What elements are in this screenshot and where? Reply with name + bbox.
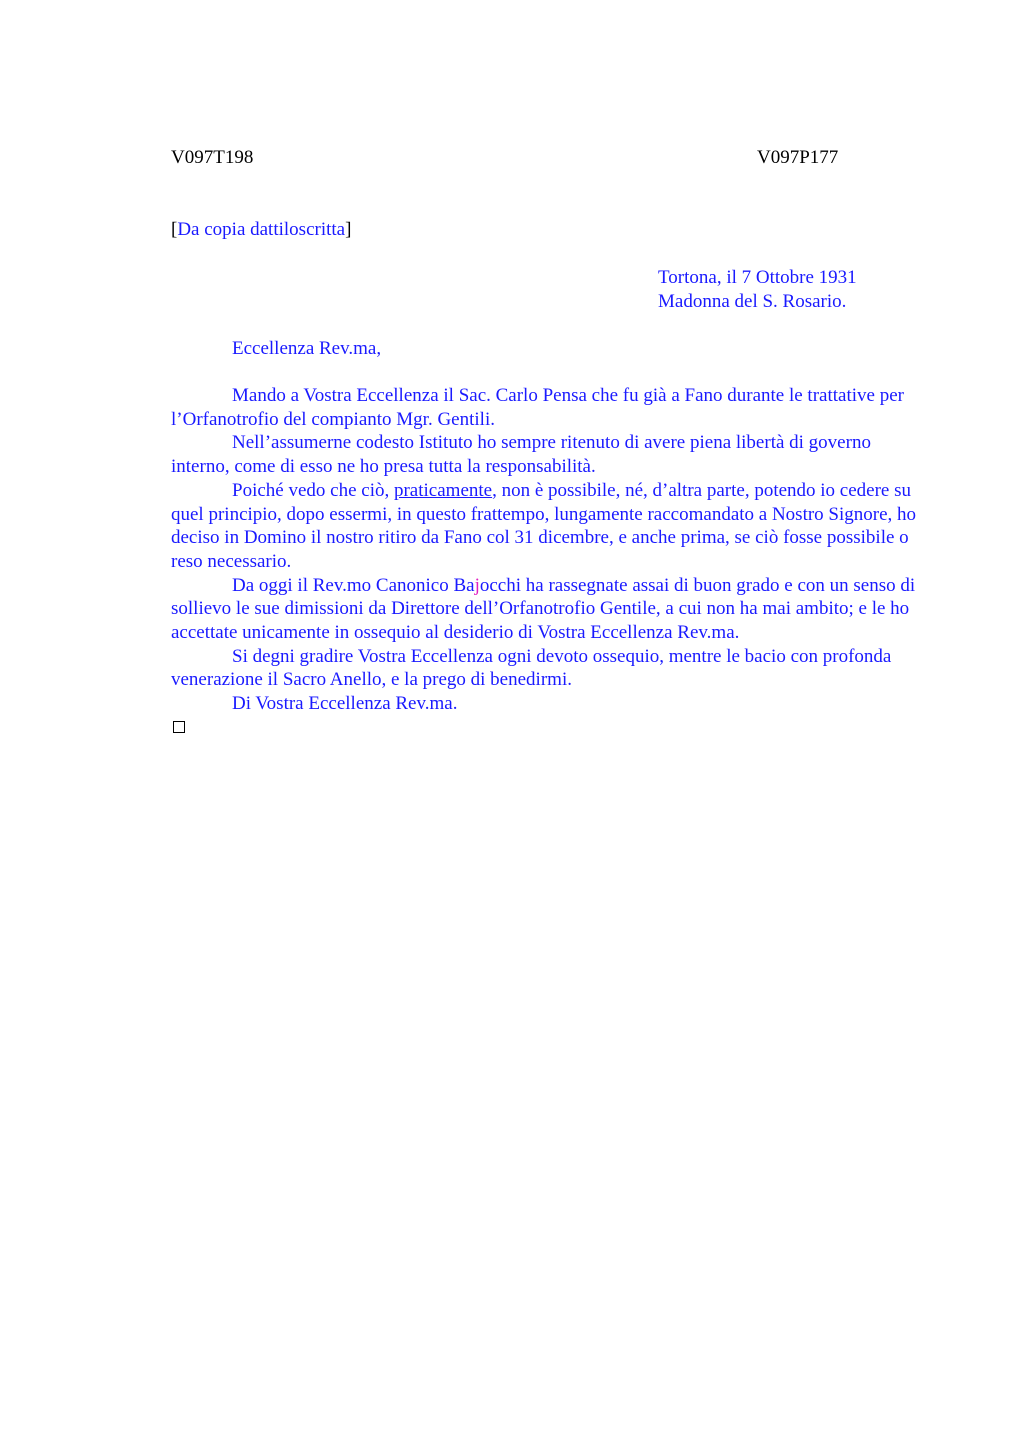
document-code-left: V097T198 [171,147,254,168]
checkbox[interactable] [173,721,185,733]
highlighted-letter: j [474,574,480,596]
paragraph-6: Di Vostra Eccellenza Rev.ma. [232,693,458,715]
source-note-close-bracket: ] [345,219,352,240]
source-note [171,219,351,241]
paragraph-4 [171,574,931,645]
paragraph-2: Nell’assumerne codesto Istituto ho sempre ritenuto di avere piena libertà di governo interno, come di esso ne ho presa tutta la responsabilità. [171,432,871,478]
paragraph-3-end: , non è possibile, né, d’altra parte, potendo io cedere su quel principio, dopo essermi, in questo frattempo, lungamente raccomandato a Nostro Signore, ho deciso in Domino il nostro ritiro da Fano col 31 dicembre, e anche prima, se ciò fosse possibile o reso necessario. [171,479,917,572]
page-code-right: V097P177 [757,147,839,168]
source-note-open-bracket: [ [171,219,178,240]
paragraph-3-start: Poiché vedo che ciò, [232,479,394,501]
dateline-feast: Madonna del S. Rosario. [658,291,847,312]
paragraph-3 [171,479,931,574]
dateline-place-date: Tortona, il 7 Ottobre 1931 [658,267,857,288]
letter-body [171,384,931,716]
underlined-word: praticamente [393,479,493,501]
source-note-text: Da copia dattiloscritta [177,219,346,240]
paragraph-5: Si degni gradire Vostra Eccellenza ogni devoto ossequio, mentre le bacio con profonda venerazione il Sacro Anello, e la prego di benedirmi. [171,645,892,691]
paragraph-1: Mando a Vostra Eccellenza il Sac. Carlo Pensa che fu già a Fano durante le trattative per l’Orfanotrofio del compianto Mgr. Gentili. [171,385,904,430]
paragraph-4-end: occhi ha rassegnate assai di buon grado e con un senso di sollievo le sue dimissioni da Direttore dell’Orfanotrofio Gentile, a cui non ha mai ambito; e le ho accettate unicamente in ossequio al desiderio di Vostra Eccellenza Rev.ma. [171,574,916,644]
paragraph-4-start: Da oggi il Rev.mo Canonico Ba [232,574,475,596]
salutation: Eccellenza Rev.ma, [232,338,382,359]
